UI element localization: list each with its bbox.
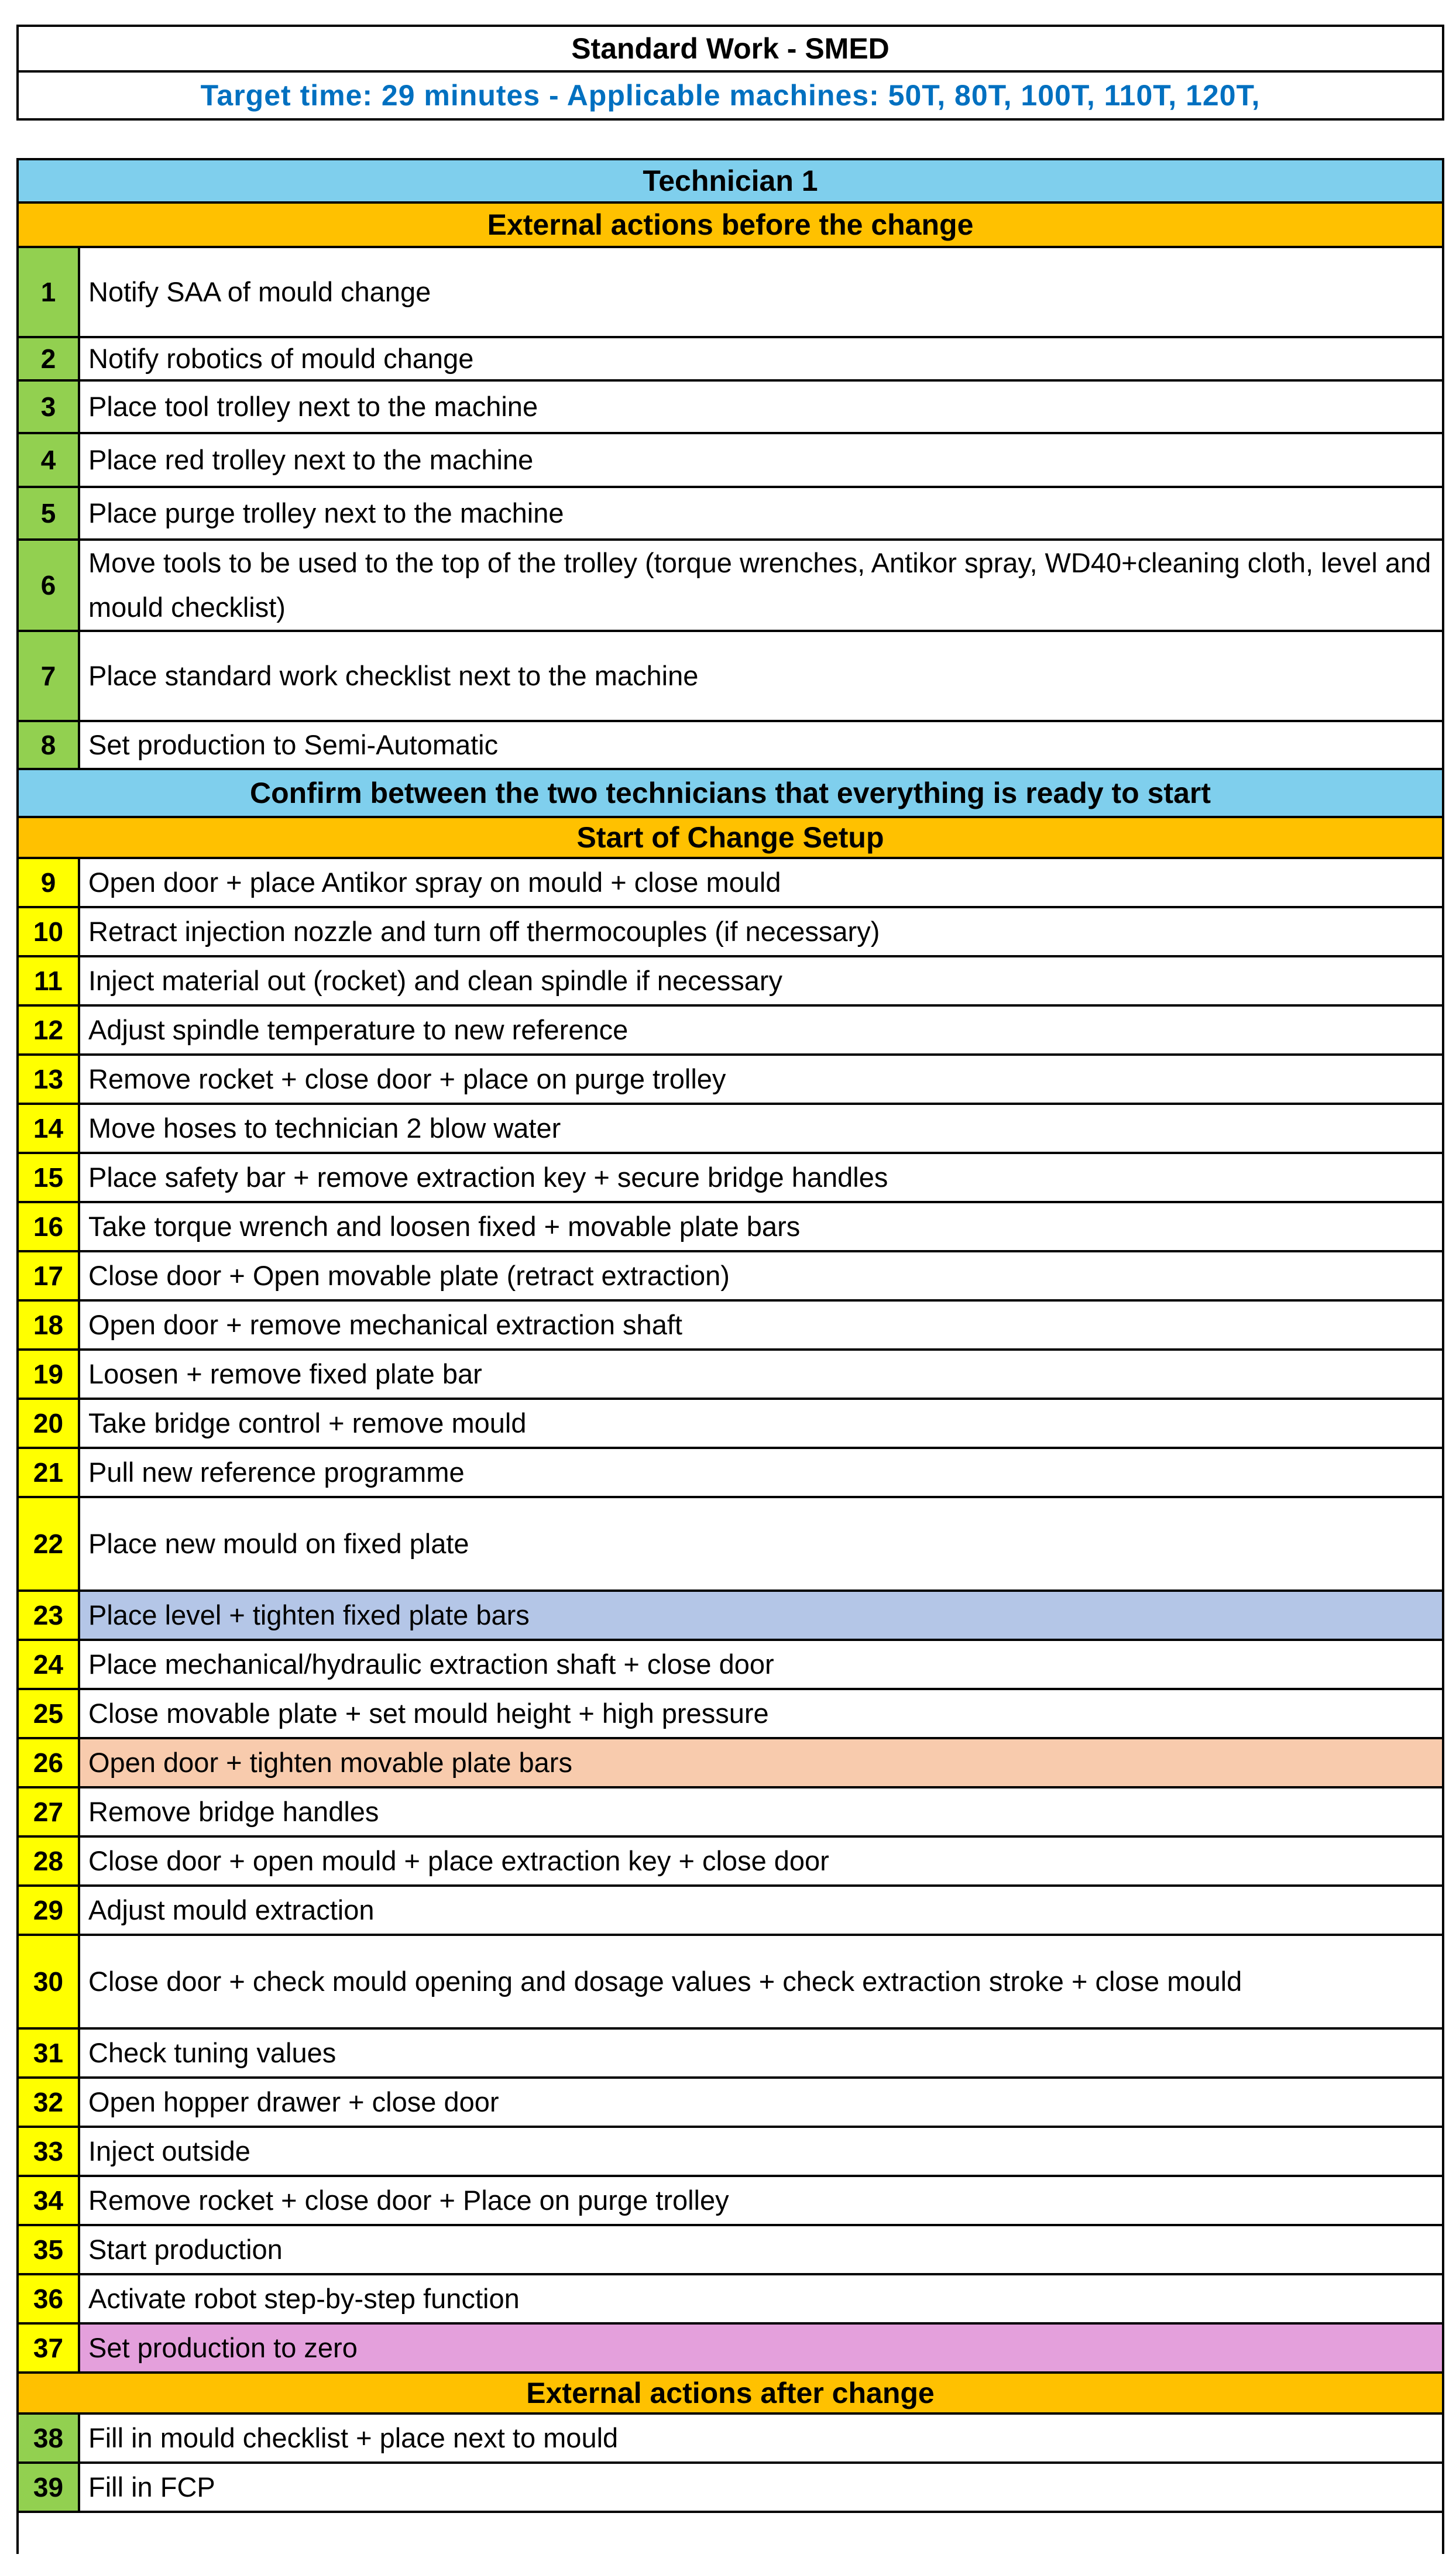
- step-text: Notify SAA of mould change: [80, 248, 1442, 336]
- step-number: 8: [19, 722, 80, 768]
- step-row: [19, 541, 1442, 632]
- step-row: [19, 2464, 1442, 2513]
- step-row: [19, 2177, 1442, 2226]
- step-row: [19, 1690, 1442, 1739]
- step-number: 36: [19, 2275, 80, 2322]
- step-row: [19, 1007, 1442, 1056]
- step-number: 33: [19, 2128, 80, 2175]
- step-row: [19, 722, 1442, 770]
- step-number: 26: [19, 1739, 80, 1786]
- step-number: 12: [19, 1007, 80, 1053]
- step-text: Remove bridge handles: [80, 1788, 1442, 1835]
- step-row: [19, 2226, 1442, 2275]
- step-number: 18: [19, 1302, 80, 1348]
- step-row: [19, 632, 1442, 722]
- step-row: [19, 248, 1442, 338]
- step-text: Set production to zero: [80, 2325, 1442, 2371]
- step-row: [19, 1056, 1442, 1105]
- step-number: 1: [19, 248, 80, 336]
- step-number: 30: [19, 1936, 80, 2027]
- step-row: [19, 1302, 1442, 1351]
- step-row: [19, 859, 1442, 908]
- step-row: [19, 1641, 1442, 1690]
- step-text: Remove rocket + close door + Place on purge trolley: [80, 2177, 1442, 2224]
- step-row: [19, 2128, 1442, 2177]
- step-number: 37: [19, 2325, 80, 2371]
- page-title: Standard Work - SMED: [19, 27, 1442, 73]
- step-text: Retract injection nozzle and turn off thermocouples (if necessary): [80, 908, 1442, 955]
- step-text: Take bridge control + remove mould: [80, 1400, 1442, 1447]
- step-number: 4: [19, 434, 80, 486]
- step-text: Open door + place Antikor spray on mould + close mould: [80, 859, 1442, 906]
- step-text: Remove rocket + close door + place on purge trolley: [80, 1056, 1442, 1103]
- step-row: [19, 1203, 1442, 1252]
- step-text: Close door + Open movable plate (retract extraction): [80, 1252, 1442, 1299]
- step-text: Adjust spindle temperature to new reference: [80, 1007, 1442, 1053]
- step-number: 11: [19, 957, 80, 1004]
- step-row: [19, 2030, 1442, 2079]
- step-number: 27: [19, 1788, 80, 1835]
- step-number: 31: [19, 2030, 80, 2076]
- title-box: [16, 25, 1444, 121]
- confirm-banner: Confirm between the two technicians that everything is ready to start: [19, 770, 1442, 818]
- step-text: Close movable plate + set mould height + high pressure: [80, 1690, 1442, 1737]
- step-number: 22: [19, 1498, 80, 1589]
- step-text: Set production to Semi-Automatic: [80, 722, 1442, 768]
- step-number: 20: [19, 1400, 80, 1447]
- step-text: Check tuning values: [80, 2030, 1442, 2076]
- step-text: Notify robotics of mould change: [80, 338, 1442, 379]
- step-text: Close door + open mould + place extraction key + close door: [80, 1838, 1442, 1884]
- step-row: [19, 488, 1442, 541]
- step-row: [19, 1838, 1442, 1887]
- step-row: [19, 957, 1442, 1007]
- step-text: Loosen + remove fixed plate bar: [80, 1351, 1442, 1398]
- step-row: [19, 908, 1442, 957]
- step-row: [19, 1788, 1442, 1838]
- step-text: Place red trolley next to the machine: [80, 434, 1442, 486]
- step-number: 13: [19, 1056, 80, 1103]
- step-text: Inject outside: [80, 2128, 1442, 2175]
- step-text: Place tool trolley next to the machine: [80, 382, 1442, 432]
- step-text: Open door + remove mechanical extraction shaft: [80, 1302, 1442, 1348]
- step-text: Place new mould on fixed plate: [80, 1498, 1442, 1589]
- step-text: Open door + tighten movable plate bars: [80, 1739, 1442, 1786]
- step-text: Start production: [80, 2226, 1442, 2273]
- target-time: Target time: 29 minutes - Applicable machines: 50T, 80T, 100T, 110T, 120T,: [200, 79, 1261, 112]
- step-number: 2: [19, 338, 80, 379]
- step-row: [19, 434, 1442, 488]
- external-before-heading: External actions before the change: [19, 204, 1442, 248]
- step-number: 15: [19, 1154, 80, 1201]
- step-row: [19, 382, 1442, 434]
- step-row: [19, 2079, 1442, 2128]
- step-text: Open hopper drawer + close door: [80, 2079, 1442, 2126]
- step-row: [19, 1351, 1442, 1400]
- step-row: [19, 1252, 1442, 1302]
- step-number: 17: [19, 1252, 80, 1299]
- step-number: 24: [19, 1641, 80, 1688]
- step-number: 6: [19, 541, 80, 630]
- step-row: [19, 2325, 1442, 2374]
- step-text: Move tools to be used to the top of the trolley (torque wrenches, Antikor spray, WD40+cleaning cloth, level and mould checklist): [80, 541, 1442, 630]
- change-setup-heading: Start of Change Setup: [19, 818, 1442, 859]
- step-number: 28: [19, 1838, 80, 1884]
- step-text: Move hoses to technician 2 blow water: [80, 1105, 1442, 1152]
- step-number: 5: [19, 488, 80, 538]
- step-row: [19, 1400, 1442, 1449]
- step-row: [19, 338, 1442, 382]
- technician-banner: Technician 1: [19, 160, 1442, 204]
- step-number: 35: [19, 2226, 80, 2273]
- step-text: Place mechanical/hydraulic extraction shaft + close door: [80, 1641, 1442, 1688]
- step-number: 10: [19, 908, 80, 955]
- step-row: [19, 1936, 1442, 2030]
- step-number: 32: [19, 2079, 80, 2126]
- step-number: 34: [19, 2177, 80, 2224]
- step-text: Place level + tighten fixed plate bars: [80, 1592, 1442, 1639]
- step-number: 25: [19, 1690, 80, 1737]
- step-row: [19, 1105, 1442, 1154]
- step-row: [19, 1498, 1442, 1592]
- step-text: Place purge trolley next to the machine: [80, 488, 1442, 538]
- step-number: 19: [19, 1351, 80, 1398]
- step-number: 39: [19, 2464, 80, 2511]
- step-text: Pull new reference programme: [80, 1449, 1442, 1496]
- step-number: 29: [19, 1887, 80, 1934]
- step-text: Fill in mould checklist + place next to mould: [80, 2415, 1442, 2461]
- external-after-heading: External actions after change: [19, 2374, 1442, 2415]
- step-number: 3: [19, 382, 80, 432]
- step-text: Place safety bar + remove extraction key + secure bridge handles: [80, 1154, 1442, 1201]
- step-number: 38: [19, 2415, 80, 2461]
- step-text: Inject material out (rocket) and clean spindle if necessary: [80, 957, 1442, 1004]
- step-number: 9: [19, 859, 80, 906]
- step-number: 23: [19, 1592, 80, 1639]
- step-row: [19, 1739, 1442, 1788]
- step-row: [19, 1887, 1442, 1936]
- step-row: [19, 2415, 1442, 2464]
- step-number: 21: [19, 1449, 80, 1496]
- step-text: Adjust mould extraction: [80, 1887, 1442, 1934]
- procedure-table: [16, 158, 1444, 2554]
- step-text: Fill in FCP: [80, 2464, 1442, 2511]
- step-number: 14: [19, 1105, 80, 1152]
- step-row: [19, 2275, 1442, 2325]
- step-row: [19, 1449, 1442, 1498]
- step-number: 16: [19, 1203, 80, 1250]
- step-text: Take torque wrench and loosen fixed + movable plate bars: [80, 1203, 1442, 1250]
- step-row: [19, 1592, 1442, 1641]
- step-number: 7: [19, 632, 80, 720]
- step-text: Activate robot step-by-step function: [80, 2275, 1442, 2322]
- step-text: Place standard work checklist next to the machine: [80, 632, 1442, 720]
- step-row: [19, 1154, 1442, 1203]
- step-text: Close door + check mould opening and dosage values + check extraction stroke + close mould: [80, 1936, 1442, 2027]
